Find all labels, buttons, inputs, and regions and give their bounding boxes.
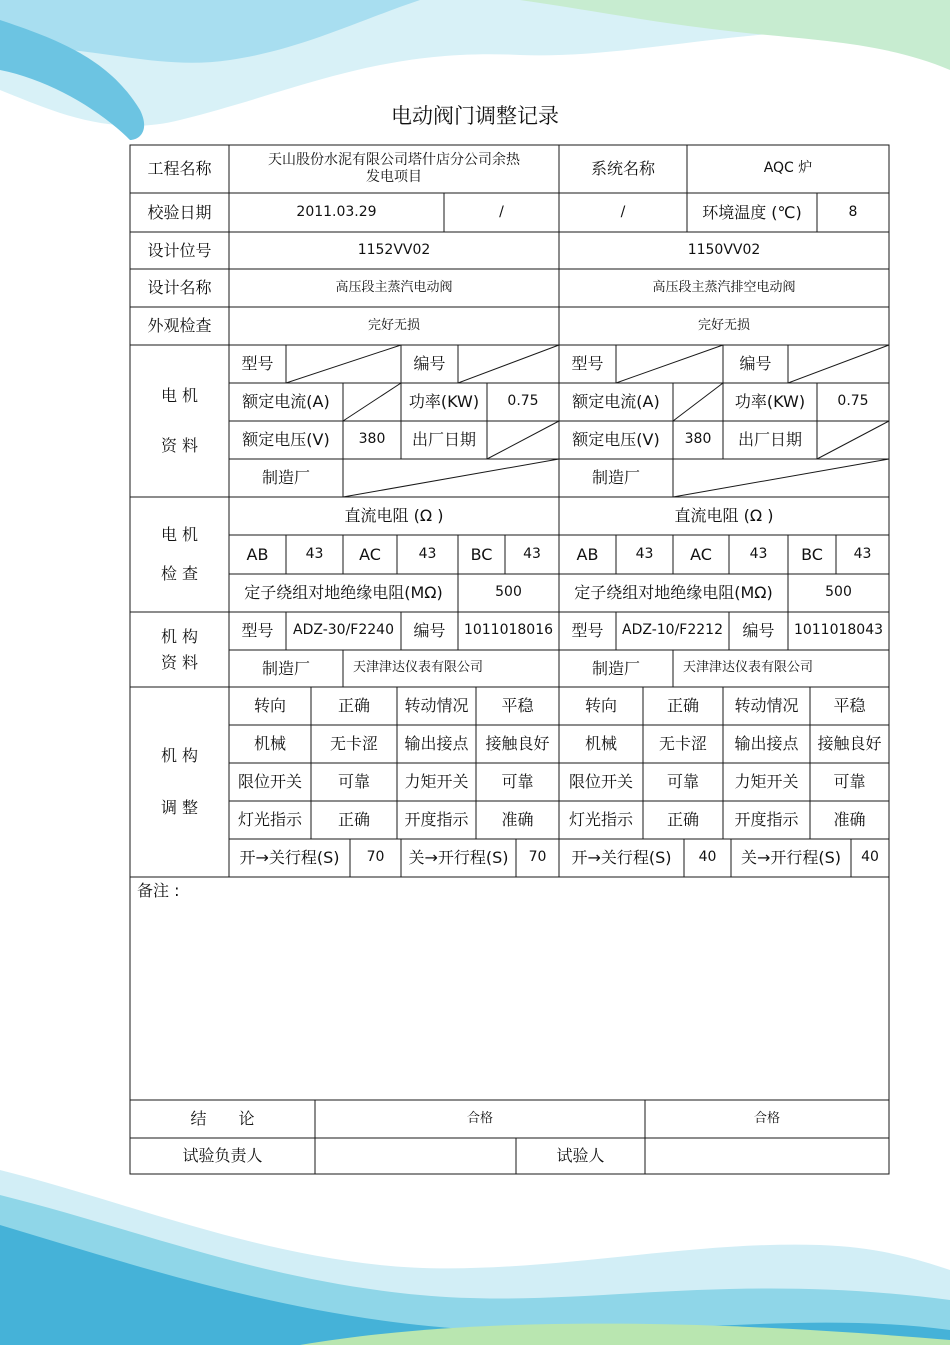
insulation-value-right: 500 [825, 584, 852, 601]
direction-label-right: 转向 [584, 696, 617, 715]
rotation-label-left: 转动情况 [404, 696, 469, 715]
close-open-travel-label-left: 关→开行程(S) [408, 848, 509, 867]
motor-number-label-left: 编号 [413, 354, 446, 373]
mech-data-label-1: 机 构 [160, 627, 199, 646]
check-date-label: 校验日期 [147, 202, 212, 222]
mech-maker-value-right: 天津津达仪表有限公司 [683, 660, 814, 676]
mech-model-label-right: 型号 [571, 621, 604, 640]
ac-label-left: AC [359, 544, 381, 564]
power-value-left: 0.75 [507, 393, 539, 410]
motor-data-label-1: 电 机 [160, 386, 199, 405]
design-name-left: 高压段主蒸汽电动阀 [335, 279, 453, 295]
rated-voltage-value-left: 380 [358, 431, 386, 448]
close-open-travel-value-right: 40 [861, 849, 879, 866]
insulation-value-left: 500 [495, 584, 522, 601]
limit-switch-value-right: 可靠 [666, 772, 699, 791]
opening-indicator-value-left: 准确 [501, 810, 534, 829]
tester-label: 试验人 [556, 1146, 605, 1165]
mech-number-value-right: 1011018043 [793, 622, 884, 639]
torque-switch-label-right: 力矩开关 [734, 772, 799, 791]
appearance-left: 完好无损 [367, 317, 420, 333]
direction-value-left: 正确 [337, 696, 370, 715]
limit-switch-label-right: 限位开关 [568, 772, 633, 791]
check-date-value: 2011.03.29 [296, 203, 377, 220]
torque-switch-label-left: 力矩开关 [404, 772, 469, 791]
ab-label-left: AB [246, 544, 269, 564]
mechanism-value-right: 无卡涩 [658, 734, 707, 753]
motor-data-label-2: 资 料 [160, 436, 199, 455]
design-tag-left: 1152VV02 [357, 241, 431, 258]
open-close-travel-label-left: 开→关行程(S) [239, 848, 340, 867]
system-value: AQC 炉 [763, 160, 813, 177]
motor-check-label-2: 检 查 [160, 564, 199, 583]
factory-date-label-left: 出厂日期 [411, 430, 476, 449]
limit-switch-label-left: 限位开关 [237, 772, 302, 791]
design-name-right: 高压段主蒸汽排空电动阀 [652, 279, 796, 295]
conclusion-left: 合格 [466, 1110, 493, 1126]
torque-switch-value-right: 可靠 [833, 772, 866, 791]
mech-maker-label-left: 制造厂 [261, 658, 310, 678]
mechanism-label-left: 机械 [253, 734, 286, 753]
test-leader-label: 试验负责人 [182, 1146, 263, 1165]
rated-voltage-label-right: 额定电压(V) [572, 430, 660, 449]
mech-data-label-2: 资 料 [160, 653, 199, 672]
mech-adj-label-2: 调 整 [160, 798, 199, 817]
date-blank-1: / [499, 203, 504, 220]
bc-value-right: 43 [853, 545, 872, 562]
mech-adj-label-1: 机 构 [160, 746, 199, 765]
motor-maker-label-left: 制造厂 [261, 468, 310, 487]
bc-value-left: 43 [523, 545, 541, 562]
project-value-line2: 发电项目 [366, 169, 422, 185]
mech-model-value-right: ADZ-10/F2212 [622, 622, 723, 639]
rotation-value-right: 平稳 [833, 696, 866, 715]
direction-label-left: 转向 [253, 696, 286, 715]
ab-value-right: 43 [635, 545, 654, 562]
torque-switch-value-left: 可靠 [501, 772, 534, 791]
motor-check-label-1: 电 机 [160, 525, 199, 544]
output-contact-value-right: 接触良好 [817, 734, 882, 753]
open-close-travel-label-right: 开→关行程(S) [571, 848, 672, 867]
ab-label-right: AB [576, 544, 599, 564]
design-tag-right: 1150VV02 [687, 241, 761, 258]
page-title: 电动阀门调整记录 [391, 104, 559, 128]
motor-model-label-right: 型号 [571, 354, 604, 373]
close-open-travel-label-right: 关→开行程(S) [740, 848, 842, 867]
conclusion-label: 结 论 [190, 1109, 255, 1128]
dc-resistance-label-left: 直流电阻 (Ω ) [344, 506, 444, 525]
motor-number-label-right: 编号 [739, 354, 772, 373]
output-contact-label-left: 输出接点 [404, 734, 469, 753]
project-value [229, 145, 559, 193]
mechanism-label-right: 机械 [584, 734, 617, 753]
insulation-label-left: 定子绕组对地绝缘电阻(MΩ) [244, 583, 443, 602]
light-indicator-value-left: 正确 [337, 810, 370, 829]
system-label: 系统名称 [590, 159, 655, 178]
rated-current-label-right: 额定电流(A) [572, 392, 660, 411]
output-contact-label-right: 输出接点 [734, 734, 799, 753]
mech-model-label-left: 型号 [241, 621, 274, 640]
ab-value-left: 43 [305, 545, 324, 562]
rated-current-label-left: 额定电流(A) [242, 392, 330, 411]
design-name-label: 设计名称 [147, 278, 212, 297]
appearance-right: 完好无损 [697, 317, 750, 333]
power-label-left: 功率(KW) [408, 392, 480, 411]
rated-voltage-label-left: 额定电压(V) [242, 430, 330, 449]
mech-number-label-left: 编号 [413, 621, 446, 640]
power-value-right: 0.75 [837, 393, 869, 410]
rotation-value-left: 平稳 [501, 696, 534, 715]
mech-model-value-left: ADZ-30/F2240 [293, 622, 394, 639]
mechanism-value-left: 无卡涩 [329, 734, 378, 753]
rotation-label-right: 转动情况 [734, 696, 799, 715]
open-close-travel-value-right: 40 [698, 849, 717, 866]
ambient-temp-label: 环境温度 (℃) [702, 202, 802, 222]
light-indicator-label-left: 灯光指示 [237, 810, 302, 829]
bc-label-right: BC [801, 544, 823, 564]
limit-switch-value-left: 可靠 [337, 772, 370, 791]
mech-number-value-left: 1011018016 [463, 622, 554, 639]
ac-value-left: 43 [418, 545, 437, 562]
ambient-temp-value: 8 [848, 203, 858, 220]
conclusion-right: 合格 [753, 1110, 780, 1126]
direction-value-right: 正确 [666, 696, 699, 715]
ac-value-right: 43 [749, 545, 768, 562]
insulation-label-right: 定子绕组对地绝缘电阻(MΩ) [574, 583, 773, 602]
mech-maker-label-right: 制造厂 [591, 658, 640, 678]
project-label: 工程名称 [147, 159, 212, 178]
opening-indicator-value-right: 准确 [833, 810, 866, 829]
design-tag-label: 设计位号 [147, 240, 212, 260]
appearance-label: 外观检查 [147, 316, 212, 335]
mech-number-label-right: 编号 [742, 621, 775, 640]
light-indicator-value-right: 正确 [666, 810, 699, 829]
remarks-label: 备注 : [137, 881, 180, 900]
bc-label-left: BC [470, 544, 493, 564]
project-value-line1: 天山股份水泥有限公司塔什店分公司余热 [268, 151, 520, 168]
motor-maker-label-right: 制造厂 [591, 468, 640, 487]
dc-resistance-label-right: 直流电阻 (Ω ) [674, 506, 774, 525]
ac-label-right: AC [690, 544, 712, 564]
power-label-right: 功率(KW) [734, 392, 806, 411]
mech-maker-value-left: 天津津达仪表有限公司 [353, 660, 484, 676]
close-open-travel-value-left: 70 [528, 849, 547, 866]
opening-indicator-label-right: 开度指示 [734, 810, 799, 829]
date-blank-2: / [620, 203, 626, 220]
factory-date-label-right: 出厂日期 [737, 430, 802, 449]
open-close-travel-value-left: 70 [366, 849, 385, 866]
rated-voltage-value-right: 380 [684, 431, 712, 448]
light-indicator-label-right: 灯光指示 [568, 810, 633, 829]
motor-model-label-left: 型号 [241, 354, 274, 373]
output-contact-value-left: 接触良好 [485, 734, 550, 753]
opening-indicator-label-left: 开度指示 [404, 810, 469, 829]
